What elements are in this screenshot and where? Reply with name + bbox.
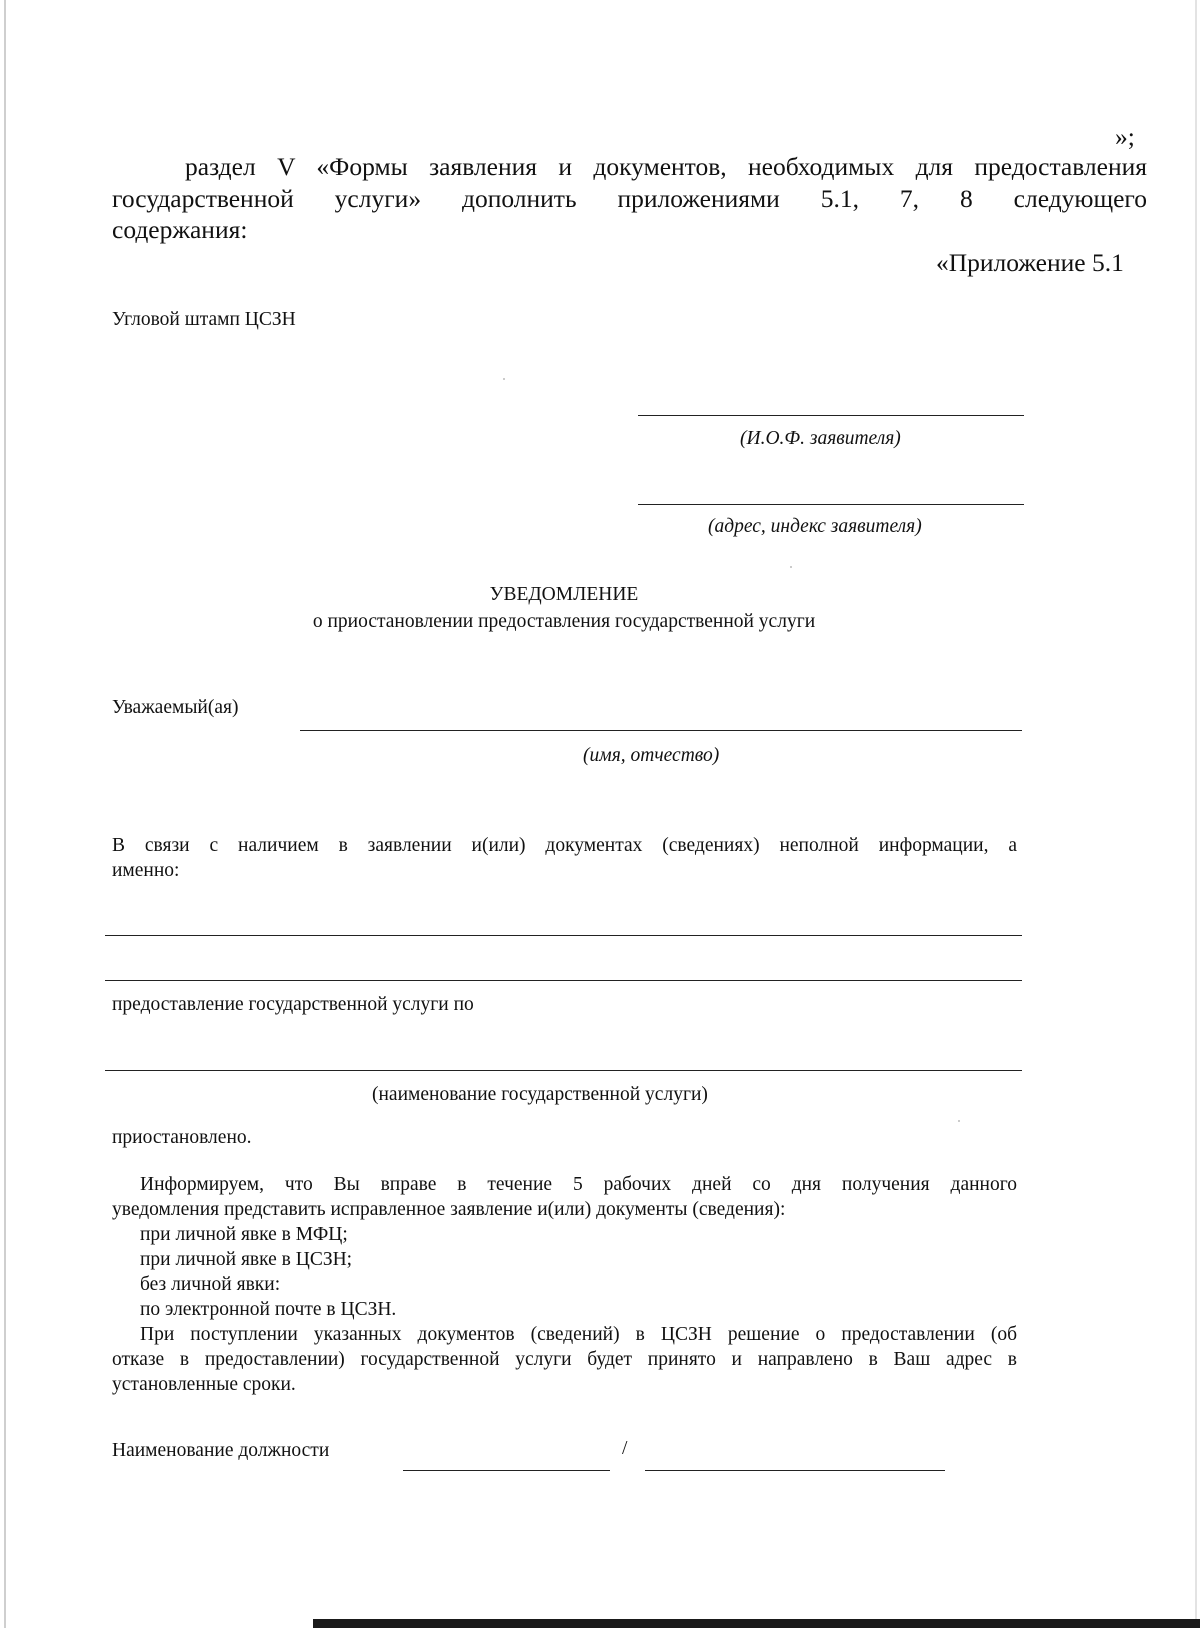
notice-subtitle: о приостановлении предоставления государственной услуги bbox=[312, 611, 816, 632]
greeting-name-line bbox=[300, 730, 1022, 731]
greeting-label: Уважаемый(ая) bbox=[112, 697, 239, 718]
applicant-name-line bbox=[638, 415, 1024, 416]
applicant-name-caption: (И.О.Ф. заявителя) bbox=[740, 428, 901, 449]
section-line-1-text: раздел V «Формы заявления и документов, необходимых для предоставления bbox=[185, 152, 1147, 181]
signature-separator: / bbox=[622, 1438, 628, 1459]
applicant-address-caption: (адрес, индекс заявителя) bbox=[708, 516, 922, 537]
scan-edge-left bbox=[4, 0, 6, 1628]
name-caption: (имя, отчество) bbox=[583, 745, 720, 766]
info-line-1-text: Информируем, что Вы вправе в течение 5 рабочих дней со дня получения данного bbox=[140, 1174, 1017, 1195]
scan-edge-right bbox=[1195, 0, 1197, 1628]
service-caption: (наименование государственной услуги) bbox=[372, 1084, 708, 1105]
stamp-label: Угловой штамп ЦСЗН bbox=[112, 309, 296, 330]
option-item: по электронной почте в ЦСЗН. bbox=[140, 1299, 397, 1320]
signature-line bbox=[403, 1470, 610, 1471]
applicant-address-line bbox=[638, 504, 1024, 505]
scan-speck bbox=[790, 566, 792, 568]
full-name-line bbox=[645, 1470, 945, 1471]
suspended-text: приостановлено. bbox=[112, 1127, 252, 1148]
option-item: при личной явке в МФЦ; bbox=[140, 1224, 348, 1245]
decision-line-1-text: При поступлении указанных документов (сведений) в ЦСЗН решение о предоставлении (об bbox=[140, 1324, 1017, 1345]
scan-bottom-edge bbox=[313, 1619, 1200, 1628]
section-line-2-text: государственной услуги» дополнить приложениями 5.1, 7, 8 следующего bbox=[112, 184, 1147, 213]
reason-line-1-text: В связи с наличием в заявлении и(или) документах (сведениях) неполной информации, а bbox=[112, 835, 1017, 856]
reason-fill-line-2 bbox=[105, 980, 1022, 981]
reason-line-2: именно: bbox=[112, 860, 180, 881]
appendix-label: «Приложение 5.1 bbox=[936, 248, 1124, 277]
decision-line-2-text: отказе в предоставлении) государственной услуги будет принято и направлено в Ваш адрес в bbox=[112, 1349, 1017, 1370]
scan-speck bbox=[958, 1120, 960, 1122]
service-prefix: предоставление государственной услуги по bbox=[112, 994, 474, 1015]
section-line-3: содержания: bbox=[112, 215, 248, 244]
info-line-2: уведомления представить исправленное заявление и(или) документы (сведения): bbox=[112, 1199, 786, 1220]
notice-title: УВЕДОМЛЕНИЕ bbox=[489, 584, 639, 605]
option-item: при личной явке в ЦСЗН; bbox=[140, 1249, 353, 1270]
closing-quote: »; bbox=[1115, 122, 1135, 151]
option-item: без личной явки: bbox=[140, 1274, 281, 1295]
service-name-line bbox=[105, 1070, 1022, 1071]
scan-speck bbox=[503, 378, 505, 380]
decision-line-3: установленные сроки. bbox=[112, 1374, 296, 1395]
reason-fill-line-1 bbox=[105, 935, 1022, 936]
position-label: Наименование должности bbox=[112, 1440, 330, 1461]
